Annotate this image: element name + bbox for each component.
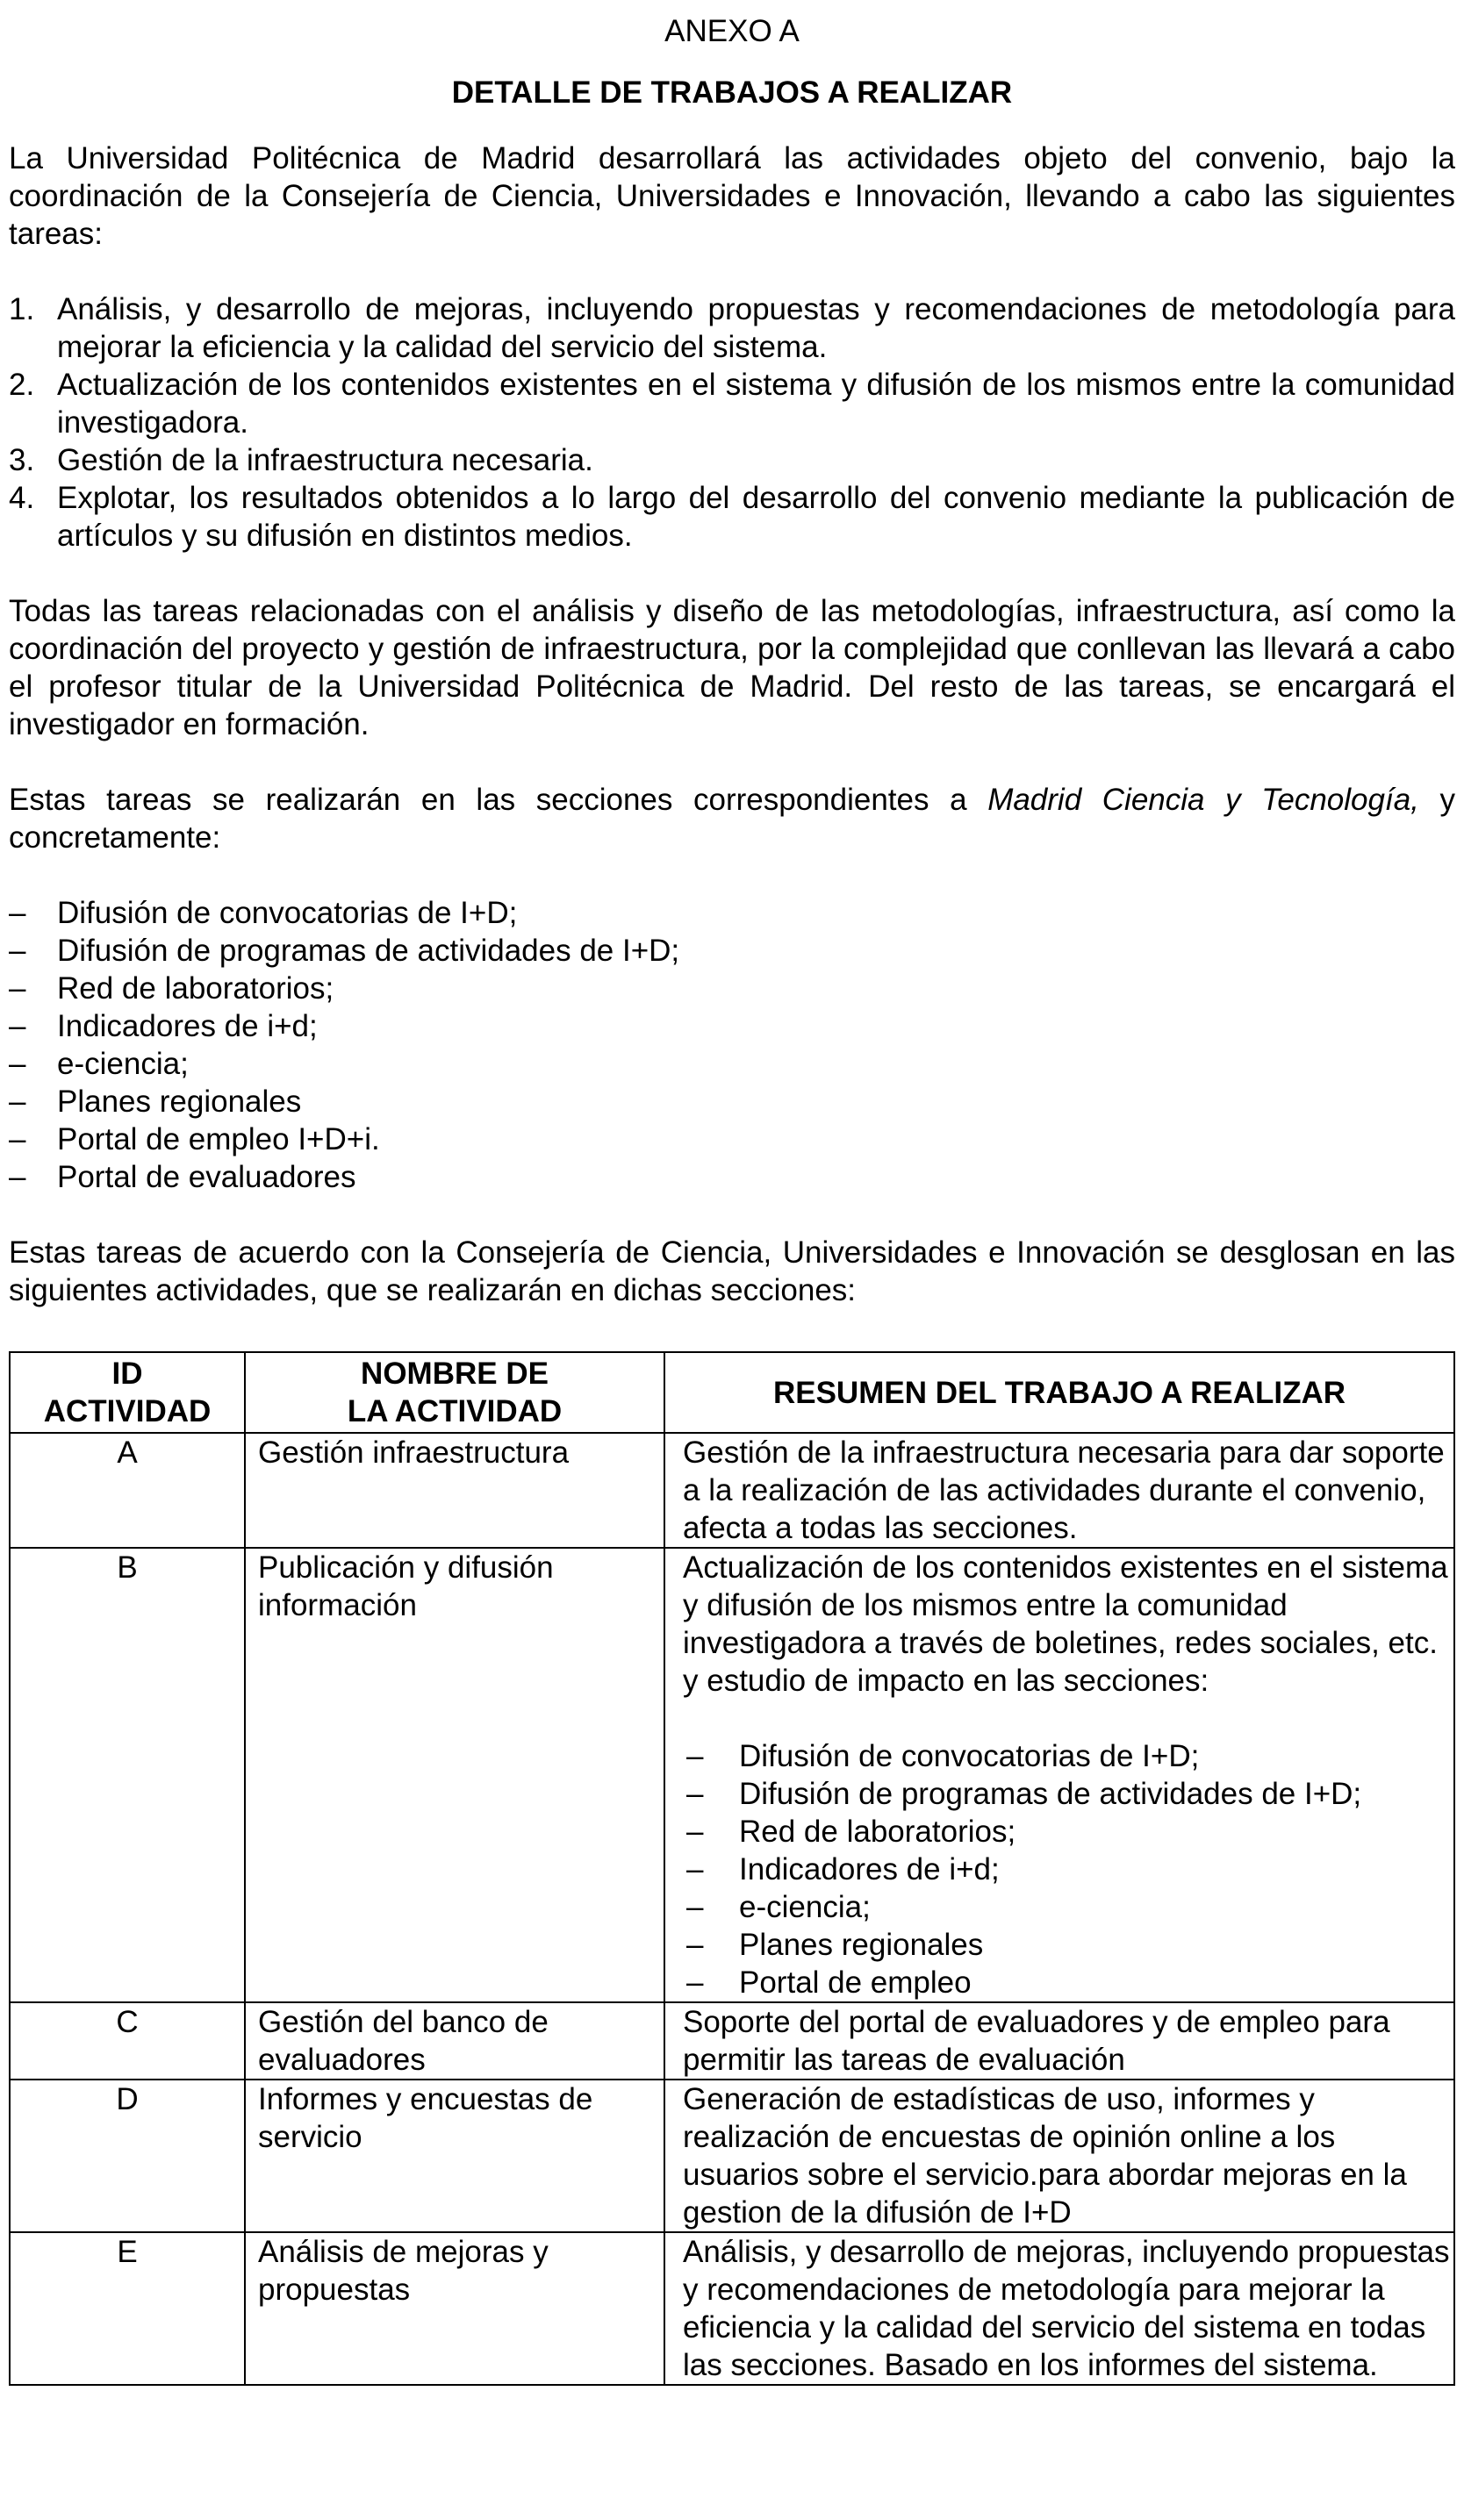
dash-bullet: – <box>9 896 26 930</box>
dash-bullet: – <box>9 1009 26 1043</box>
list-item-text: Portal de empleo <box>739 1965 972 2000</box>
activity-id: D <box>10 2080 245 2232</box>
list-item-text: Indicadores de i+d; <box>739 1852 1000 1886</box>
list-item-text: Red de laboratorios; <box>57 971 334 1006</box>
dash-bullet: – <box>686 1815 704 1849</box>
list-item <box>683 1737 1450 1775</box>
responsibility-paragraph: Todas las tareas relacionadas con el análisis y diseño de las metodologías, infraestructura, así como la coordinación del proyecto y gestión de infraestructura, por la complejidad que conllevan las llevará a cabo el profesor titular de la Universidad Politécnica de Madrid. Del resto de las tareas, se encargará el investigador en formación. <box>9 594 1455 741</box>
annex-title: ANEXO A <box>664 14 800 48</box>
header-id-line1: ID <box>111 1357 143 1391</box>
activity-summary: Gestión de la infraestructura necesaria para dar soporte a la realización de las actividades durante el convenio, afecta a todas las secciones. <box>664 1433 1454 1548</box>
sections-paragraph-before: Estas tareas se realizarán en las secciones correspondientes a <box>9 783 988 817</box>
activity-name: Análisis de mejoras y propuestas <box>245 2232 664 2385</box>
list-item <box>683 1926 1450 1964</box>
dash-bullet: – <box>9 1160 26 1194</box>
sections-paragraph-after: y concretamente: <box>9 783 1455 855</box>
intro-paragraph: La Universidad Politécnica de Madrid desarrollará las actividades objeto del convenio, bajo la coordinación de la Consejería de Ciencia, Universidades e Innovación, llevando a cabo las siguientes tareas: <box>9 141 1455 251</box>
list-item <box>9 366 1455 441</box>
table-row <box>10 2080 1454 2232</box>
table-row <box>10 2002 1454 2080</box>
spacer <box>9 856 1455 894</box>
breakdown-paragraph: Estas tareas de acuerdo con la Consejería de Ciencia, Universidades e Innovación se desglosan en las siguientes actividades, que se realizarán en dichas secciones: <box>9 1235 1455 1307</box>
list-item <box>9 970 1455 1007</box>
dash-bullet: – <box>9 1122 26 1156</box>
activity-id: E <box>10 2232 245 2385</box>
header-name <box>245 1352 664 1433</box>
dash-bullet: – <box>686 1928 704 1962</box>
list-item-text: Difusión de convocatorias de I+D; <box>57 896 518 930</box>
dash-bullet: – <box>686 1890 704 1924</box>
spacer <box>9 1196 1455 1234</box>
list-item-text: Portal de evaluadores <box>57 1160 356 1194</box>
dash-bullet: – <box>9 971 26 1006</box>
activities-table <box>9 1351 1455 2386</box>
header-id-line2: ACTIVIDAD <box>43 1394 212 1428</box>
header-name-line2: LA ACTIVIDAD <box>347 1394 563 1428</box>
activity-id: A <box>10 1433 245 1548</box>
activity-name: Publicación y difusión información <box>245 1548 664 2002</box>
list-item-text: Explotar, los resultados obtenidos a lo largo del desarrollo del convenio mediante la publicación de artículos y su difusión en distintos medios. <box>57 481 1455 553</box>
list-item-text: Indicadores de i+d; <box>57 1009 318 1043</box>
list-item <box>683 1775 1450 1813</box>
list-item <box>9 894 1455 932</box>
activity-name: Gestión infraestructura <box>245 1433 664 1548</box>
spacer <box>9 253 1455 290</box>
list-item-text: Planes regionales <box>57 1085 302 1119</box>
list-item-number: 2. <box>9 368 35 402</box>
list-item-text: Difusión de programas de actividades de I+D; <box>57 934 680 968</box>
spacer <box>9 743 1455 781</box>
list-item-number: 3. <box>9 443 35 477</box>
activity-id: B <box>10 1548 245 2002</box>
dash-bullet: – <box>9 1085 26 1119</box>
table-row <box>10 1548 1454 2002</box>
sections-list <box>9 894 1455 1196</box>
list-item <box>9 932 1455 970</box>
list-item <box>9 1083 1455 1120</box>
list-item <box>9 479 1455 555</box>
list-item-text: e-ciencia; <box>57 1047 189 1081</box>
list-item-text: Difusión de convocatorias de I+D; <box>739 1739 1200 1773</box>
list-item-text: Difusión de programas de actividades de I+D; <box>739 1777 1362 1811</box>
list-item <box>683 1813 1450 1851</box>
dash-bullet: – <box>686 1965 704 2000</box>
activity-summary-text: Actualización de los contenidos existentes en el sistema y difusión de los mismos entre la comunidad investigadora a través de boletines, redes sociales, etc. y estudio de impacto en las secciones: <box>683 1550 1448 1698</box>
list-item-text: e-ciencia; <box>739 1890 871 1924</box>
activity-id: C <box>10 2002 245 2080</box>
list-item <box>9 1120 1455 1158</box>
list-item-text: Análisis, y desarrollo de mejoras, incluyendo propuestas y recomendaciones de metodología para mejorar la eficiencia y la calidad del servicio del sistema. <box>57 292 1455 364</box>
list-item <box>683 1851 1450 1888</box>
list-item <box>683 1888 1450 1926</box>
list-item-text: Gestión de la infraestructura necesaria. <box>57 443 593 477</box>
main-title: DETALLE DE TRABAJOS A REALIZAR <box>451 75 1013 110</box>
list-item <box>9 1045 1455 1083</box>
list-item <box>9 441 1455 479</box>
dash-bullet: – <box>686 1739 704 1773</box>
list-item-number: 1. <box>9 292 35 326</box>
list-item <box>9 290 1455 366</box>
activity-summary <box>664 1548 1454 2002</box>
activity-summary: Generación de estadísticas de uso, informes y realización de encuestas de opinión online a los usuarios sobre el servicio.para abordar mejoras en la gestion de la difusión de I+D <box>664 2080 1454 2232</box>
spacer <box>9 555 1455 592</box>
list-item <box>9 1158 1455 1196</box>
list-item-text: Portal de empleo I+D+i. <box>57 1122 380 1156</box>
activity-sections-list <box>683 1737 1450 2001</box>
sections-paragraph-italic: Madrid Ciencia y Tecnología, <box>987 783 1419 817</box>
table-row <box>10 1433 1454 1548</box>
dash-bullet: – <box>686 1777 704 1811</box>
activity-name: Gestión del banco de evaluadores <box>245 2002 664 2080</box>
activity-name: Informes y encuestas de servicio <box>245 2080 664 2232</box>
list-item-number: 4. <box>9 481 35 515</box>
dash-bullet: – <box>9 934 26 968</box>
header-summary: RESUMEN DEL TRABAJO A REALIZAR <box>664 1352 1454 1433</box>
table-header-row <box>10 1352 1454 1433</box>
header-name-line1: NOMBRE DE <box>361 1357 549 1391</box>
list-item-text: Red de laboratorios; <box>739 1815 1016 1849</box>
dash-bullet: – <box>686 1852 704 1886</box>
activity-summary: Soporte del portal de evaluadores y de empleo para permitir las tareas de evaluación <box>664 2002 1454 2080</box>
list-item-text: Planes regionales <box>739 1928 984 1962</box>
sections-paragraph <box>9 781 1455 856</box>
header-id <box>10 1352 245 1433</box>
table-row <box>10 2232 1454 2385</box>
list-item-text: Actualización de los contenidos existentes en el sistema y difusión de los mismos entre la comunidad investigadora. <box>57 368 1455 440</box>
activity-summary: Análisis, y desarrollo de mejoras, incluyendo propuestas y recomendaciones de metodología para mejorar la eficiencia y la calidad del servicio del sistema en todas las secciones. Basado en los informes del sistema. <box>664 2232 1454 2385</box>
list-item <box>9 1007 1455 1045</box>
list-item <box>683 1964 1450 2001</box>
task-list <box>9 290 1455 555</box>
dash-bullet: – <box>9 1047 26 1081</box>
